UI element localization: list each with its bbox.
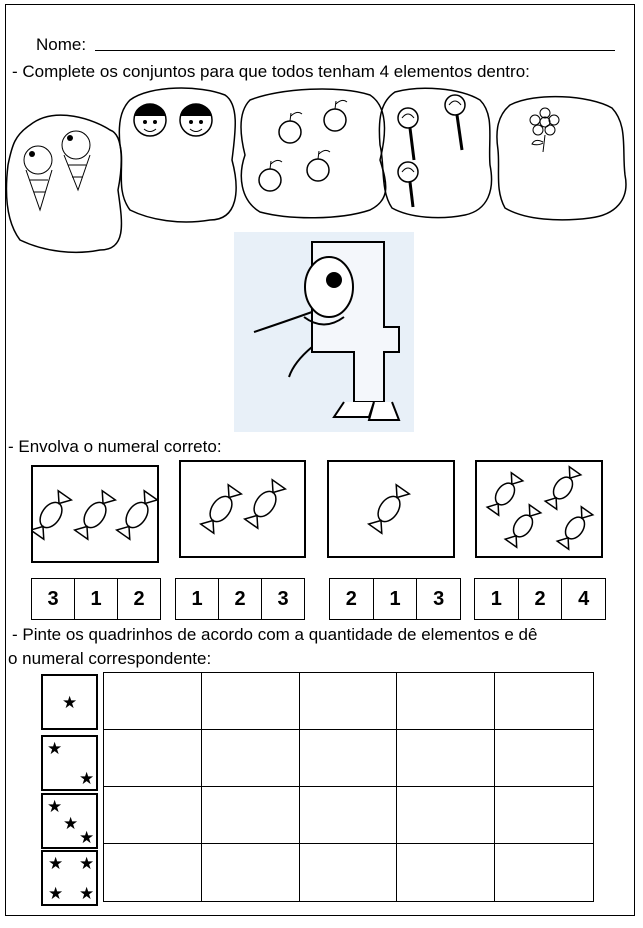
numeral-options-row: [474, 578, 606, 620]
star-count-box: [41, 850, 98, 906]
section2-instruction: - Envolva o numeral correto:: [8, 437, 222, 456]
grid-cell[interactable]: [104, 787, 202, 844]
paint-grid: [103, 672, 594, 902]
candy-group-box: [327, 460, 455, 558]
section3-instruction-line2: o numeral correspondente:: [8, 649, 212, 668]
apple-icon: [279, 112, 302, 143]
set-blob-2: [119, 88, 236, 222]
candy-drawing: [181, 462, 304, 556]
candy-group-box: [475, 460, 603, 558]
numeral-option[interactable]: 3: [433, 587, 445, 610]
apple-icon: [307, 150, 330, 181]
numeral-option[interactable]: 3: [32, 579, 75, 619]
lollipop-icon: [445, 95, 465, 150]
candy-icon: [504, 504, 541, 548]
numeral-option[interactable]: 1: [374, 579, 418, 619]
grid-cell[interactable]: [300, 844, 398, 901]
candy-icon: [33, 490, 72, 540]
grid-cell[interactable]: [300, 787, 398, 844]
set-blob-1: [6, 115, 121, 252]
candy-icon: [556, 506, 593, 550]
numeral-option[interactable]: 2: [519, 579, 563, 619]
apple-icon: [259, 160, 282, 191]
grid-cell[interactable]: [202, 673, 300, 730]
grid-cell[interactable]: [397, 673, 495, 730]
candy-drawing: [33, 467, 157, 561]
candy-icon: [244, 479, 286, 529]
star-icon: ★: [47, 797, 63, 816]
numeral-option[interactable]: 1: [475, 579, 519, 619]
section3-instruction-line1: - Pinte os quadrinhos de acordo com a quantidade de elementos e dê: [12, 625, 538, 644]
grid-cell[interactable]: [104, 673, 202, 730]
numeral-option[interactable]: 4: [578, 587, 590, 610]
star-icon: ★: [79, 769, 95, 788]
candy-icon: [486, 472, 523, 516]
numeral-options-row: [31, 578, 161, 620]
grid-cell[interactable]: [104, 730, 202, 787]
grid-cell[interactable]: [495, 673, 593, 730]
star-count-box: [41, 674, 98, 730]
grid-cell[interactable]: [104, 844, 202, 901]
star-icon: ★: [47, 739, 63, 758]
number-4-character-illustration: [234, 232, 414, 432]
numeral-options-row: [175, 578, 305, 620]
section1-instruction: - Complete os conjuntos para que todos tenham 4 elementos dentro:: [12, 62, 530, 81]
candy-icon: [368, 484, 410, 534]
set-blob-5: [497, 97, 626, 220]
grid-cell[interactable]: [300, 730, 398, 787]
set-blob-4: [379, 88, 491, 217]
apple-icon: [324, 100, 347, 131]
star-icon: ★: [62, 693, 78, 712]
ice-cream-icon: [62, 131, 90, 190]
lollipop-icon: [398, 108, 418, 160]
grid-cell[interactable]: [397, 730, 495, 787]
numeral-option[interactable]: 2: [330, 579, 374, 619]
star-icon: ★: [48, 854, 64, 873]
set-blob-3: [241, 89, 386, 218]
grid-cell[interactable]: [202, 730, 300, 787]
flower-icon: [530, 108, 559, 152]
lollipop-icon: [398, 162, 418, 207]
name-label: Nome:: [36, 35, 87, 54]
grid-cell[interactable]: [202, 787, 300, 844]
name-input-line[interactable]: [95, 50, 615, 51]
numeral-options-row: [329, 578, 461, 620]
candy-group-box: [179, 460, 306, 558]
numeral-option[interactable]: 1: [176, 579, 219, 619]
star-icon: ★: [79, 828, 95, 847]
star-icon: ★: [63, 814, 79, 833]
numeral-option[interactable]: 2: [219, 579, 262, 619]
candy-icon: [544, 466, 581, 510]
numeral-option[interactable]: 2: [133, 587, 145, 610]
star-icon: ★: [79, 854, 95, 873]
grid-cell[interactable]: [397, 844, 495, 901]
candy-drawing: [477, 462, 601, 556]
star-icon: ★: [79, 884, 95, 903]
candy-group-box: [31, 465, 159, 563]
child-face-icon: [134, 104, 166, 136]
grid-cell[interactable]: [495, 730, 593, 787]
numeral-option[interactable]: 3: [277, 587, 289, 610]
grid-cell[interactable]: [397, 787, 495, 844]
star-icon: ★: [48, 884, 64, 903]
grid-cell[interactable]: [300, 673, 398, 730]
candy-icon: [116, 490, 157, 540]
star-count-box: [41, 793, 98, 849]
star-count-box: [41, 735, 98, 791]
grid-cell[interactable]: [495, 787, 593, 844]
ice-cream-icon: [24, 146, 52, 210]
candy-drawing: [329, 462, 453, 556]
candy-icon: [74, 490, 116, 540]
candy-icon: [200, 484, 242, 534]
grid-cell[interactable]: [495, 844, 593, 901]
grid-cell[interactable]: [202, 844, 300, 901]
numeral-option[interactable]: 1: [75, 579, 118, 619]
child-face-icon: [180, 104, 212, 136]
